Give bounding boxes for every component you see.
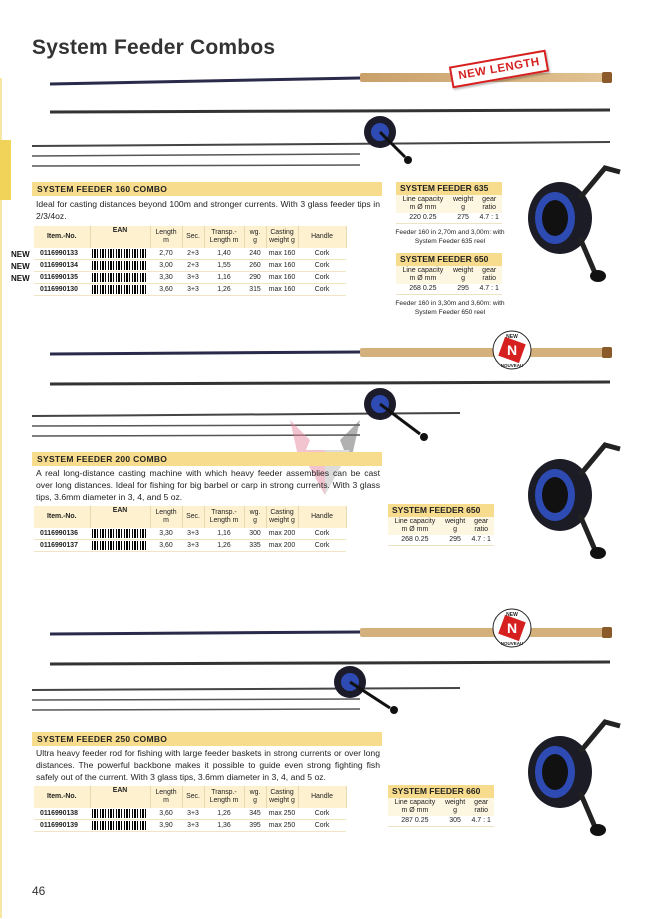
reel-line: 268 0.25 xyxy=(388,535,442,546)
combo-250-description: Ultra heavy feeder rod for fishing with large feeder baskets in strong currents or over long distances. The powerful backbone makes it possible to guide even strong fighting fish safely out of the current. With 3 glass tips, 3.6mm diameter in 3, 4, and 5 oz. xyxy=(36,748,380,782)
casting-weight: max 200 xyxy=(266,528,298,540)
table-row xyxy=(34,272,346,284)
reel-col-gear xyxy=(476,266,502,284)
casting-weight: max 160 xyxy=(266,260,298,272)
reel-col-line-l1: Line capacity xyxy=(402,267,444,274)
reel-col-weight-l2: g xyxy=(461,204,465,211)
item-no: 0116990134 xyxy=(34,260,90,272)
handle: Cork xyxy=(298,820,346,832)
reel-image-635 xyxy=(510,158,630,288)
col-transp xyxy=(204,226,244,248)
col-transp-l2: Length m xyxy=(209,517,239,524)
reel-col-gear xyxy=(468,517,494,535)
reel-col-gear-l2: ratio xyxy=(474,807,488,814)
rod-image-160 xyxy=(30,62,630,172)
page-edge-line xyxy=(0,78,2,918)
item-no: 0116990139 xyxy=(34,820,90,832)
reel-col-gear-l1: gear xyxy=(482,267,497,274)
reel-col-gear-l2: ratio xyxy=(482,275,496,282)
col-length: Length m xyxy=(150,506,182,528)
reel-weight: 295 xyxy=(450,284,477,295)
sections: 3+3 xyxy=(182,272,204,284)
item-no: 0116990136 xyxy=(34,528,90,540)
reel-image-660 xyxy=(510,712,630,842)
reel-spec-650-a xyxy=(396,253,510,317)
ean-barcode xyxy=(90,820,150,832)
weight: 240 xyxy=(244,248,266,260)
nouveau-badge-250 xyxy=(492,608,532,648)
reel-weight: 295 xyxy=(442,535,469,546)
reel-note: Feeder 160 in 3,30m and 3,60m: with System Feeder 650 reel xyxy=(395,300,505,316)
reel-title: SYSTEM FEEDER 650 xyxy=(388,504,494,517)
col-transp-l1: Transp.- xyxy=(211,229,237,236)
sections: 3+3 xyxy=(182,284,204,296)
transport-length: 1,26 xyxy=(204,540,244,552)
col-handle: Handle xyxy=(298,226,346,248)
reel-col-weight xyxy=(442,517,469,535)
sections: 3+3 xyxy=(182,808,204,820)
col-item-no: Item.-No. xyxy=(34,506,90,528)
combo-200-title: SYSTEM FEEDER 200 COMBO xyxy=(32,452,382,466)
col-sec: Sec. xyxy=(182,226,204,248)
reel-col-gear xyxy=(468,798,494,816)
reel-col-weight-l1: weight xyxy=(452,267,474,274)
item-no: 0116990137 xyxy=(34,540,90,552)
reel-col-line xyxy=(396,266,450,284)
reel-weight: 275 xyxy=(450,213,477,224)
col-wg-l2: g xyxy=(253,517,257,524)
reel-line: 268 0.25 xyxy=(396,284,450,295)
combo-250-table xyxy=(34,786,347,832)
weight: 290 xyxy=(244,272,266,284)
handle: Cork xyxy=(298,248,346,260)
length: 3,90 xyxy=(150,820,182,832)
transport-length: 1,26 xyxy=(204,808,244,820)
reel-line: 220 0.25 xyxy=(396,213,450,224)
sections: 3+3 xyxy=(182,528,204,540)
reel-gear: 4.7 : 1 xyxy=(468,535,494,546)
sections: 3+3 xyxy=(182,540,204,552)
ean-barcode xyxy=(90,284,150,296)
reel-col-line-l1: Line capacity xyxy=(394,518,436,525)
table-row xyxy=(34,528,346,540)
weight: 315 xyxy=(244,284,266,296)
col-ean: EAN xyxy=(90,226,150,248)
combo-160-table xyxy=(34,226,347,296)
reel-col-line-l2: m Ø mm xyxy=(409,275,437,282)
col-casting-l2: weight g xyxy=(269,517,295,524)
nouveau-badge-200 xyxy=(492,330,532,370)
transport-length: 1,40 xyxy=(204,248,244,260)
nouveau-top: NEW xyxy=(506,612,518,618)
casting-weight: max 160 xyxy=(266,284,298,296)
ean-barcode xyxy=(90,272,150,284)
length: 3,30 xyxy=(150,272,182,284)
combo-160-description: Ideal for casting distances beyond 100m and stronger currents. With 3 glass feeder tips in 2/3/4oz. xyxy=(36,199,380,221)
weight: 345 xyxy=(244,808,266,820)
weight: 260 xyxy=(244,260,266,272)
reel-col-gear xyxy=(476,195,502,213)
item-no: 0116990135 xyxy=(34,272,90,284)
reel-title: SYSTEM FEEDER 660 xyxy=(388,785,494,798)
reel-col-line xyxy=(388,798,442,816)
casting-weight: max 200 xyxy=(266,540,298,552)
col-wg xyxy=(244,786,266,808)
reel-col-line-l1: Line capacity xyxy=(402,196,444,203)
reel-col-weight xyxy=(442,798,469,816)
length: 3,00 xyxy=(150,260,182,272)
col-transp-l2: Length m xyxy=(209,237,239,244)
ean-barcode xyxy=(90,528,150,540)
reel-gear: 4.7 : 1 xyxy=(476,213,502,224)
reel-gear: 4.7 : 1 xyxy=(468,816,494,827)
weight: 335 xyxy=(244,540,266,552)
page-number: 46 xyxy=(32,884,46,898)
col-length: Length m xyxy=(150,226,182,248)
col-casting-l2: weight g xyxy=(269,237,295,244)
col-transp-l1: Transp.- xyxy=(211,509,237,516)
length: 3,60 xyxy=(150,540,182,552)
table-row xyxy=(34,284,346,296)
reel-col-weight-l2: g xyxy=(453,526,457,533)
handle: Cork xyxy=(298,284,346,296)
handle: Cork xyxy=(298,808,346,820)
reel-col-weight-l2: g xyxy=(461,275,465,282)
page-title: System Feeder Combos xyxy=(32,36,276,59)
combo-200-table xyxy=(34,506,347,552)
item-no: 0116990138 xyxy=(34,808,90,820)
table-row xyxy=(34,260,346,272)
reel-image-650 xyxy=(510,435,630,565)
table-row xyxy=(34,248,346,260)
table-row xyxy=(34,540,346,552)
reel-col-gear-l1: gear xyxy=(474,799,489,806)
item-no: 0116990130 xyxy=(34,284,90,296)
col-casting xyxy=(266,786,298,808)
reel-spec-660 xyxy=(388,785,494,827)
reel-col-gear-l1: gear xyxy=(482,196,497,203)
reel-gear: 4.7 : 1 xyxy=(476,284,502,295)
ean-barcode xyxy=(90,248,150,260)
new-flag: NEW xyxy=(11,262,30,271)
length: 3,60 xyxy=(150,284,182,296)
col-wg-l1: wg. xyxy=(249,789,261,796)
combo-250-title: SYSTEM FEEDER 250 COMBO xyxy=(32,732,382,746)
transport-length: 1,16 xyxy=(204,528,244,540)
casting-weight: max 160 xyxy=(266,248,298,260)
col-handle: Handle xyxy=(298,506,346,528)
table-row xyxy=(34,820,346,832)
col-wg-l1: wg. xyxy=(249,229,261,236)
ean-barcode xyxy=(90,540,150,552)
reel-col-gear-l1: gear xyxy=(474,518,489,525)
reel-col-line xyxy=(388,517,442,535)
reel-title: SYSTEM FEEDER 635 xyxy=(396,182,502,195)
nouveau-letter: N xyxy=(506,342,518,358)
item-no: 0116990133 xyxy=(34,248,90,260)
col-sec: Sec. xyxy=(182,506,204,528)
length: 3,30 xyxy=(150,528,182,540)
reel-col-line xyxy=(396,195,450,213)
sections: 2+3 xyxy=(182,248,204,260)
casting-weight: max 250 xyxy=(266,808,298,820)
col-handle: Handle xyxy=(298,786,346,808)
col-wg xyxy=(244,506,266,528)
reel-col-weight xyxy=(450,195,477,213)
nouveau-bottom: NOUVEAU xyxy=(500,641,524,646)
col-casting xyxy=(266,506,298,528)
reel-col-weight-l1: weight xyxy=(452,196,474,203)
reel-title: SYSTEM FEEDER 650 xyxy=(396,253,502,266)
table-row xyxy=(34,808,346,820)
reel-line: 287 0.25 xyxy=(388,816,442,827)
reel-col-weight xyxy=(450,266,477,284)
handle: Cork xyxy=(298,528,346,540)
col-transp-l2: Length m xyxy=(209,797,239,804)
reel-col-line-l1: Line capacity xyxy=(394,799,436,806)
reel-spec-635 xyxy=(396,182,510,246)
reel-spec-650-b xyxy=(388,504,494,546)
handle: Cork xyxy=(298,540,346,552)
reel-col-line-l2: m Ø mm xyxy=(401,807,429,814)
col-wg-l2: g xyxy=(253,237,257,244)
reel-col-line-l2: m Ø mm xyxy=(409,204,437,211)
col-casting-l1: Casting xyxy=(270,509,294,516)
sections: 2+3 xyxy=(182,260,204,272)
reel-note: Feeder 160 in 2,70m and 3,00m: with System Feeder 635 reel xyxy=(395,229,505,245)
ean-barcode xyxy=(90,808,150,820)
weight: 395 xyxy=(244,820,266,832)
col-ean: EAN xyxy=(90,506,150,528)
col-wg-l2: g xyxy=(253,797,257,804)
weight: 300 xyxy=(244,528,266,540)
new-length-badge: NEW LENGTH xyxy=(449,50,550,89)
reel-col-weight-l2: g xyxy=(453,807,457,814)
col-casting xyxy=(266,226,298,248)
reel-col-gear-l2: ratio xyxy=(482,204,496,211)
reel-col-line-l2: m Ø mm xyxy=(401,526,429,533)
new-flag: NEW xyxy=(11,250,30,259)
reel-col-gear-l2: ratio xyxy=(474,526,488,533)
transport-length: 1,26 xyxy=(204,284,244,296)
col-transp xyxy=(204,506,244,528)
col-casting-l1: Casting xyxy=(270,789,294,796)
col-item-no: Item.-No. xyxy=(34,226,90,248)
col-transp-l1: Transp.- xyxy=(211,789,237,796)
casting-weight: max 250 xyxy=(266,820,298,832)
col-wg xyxy=(244,226,266,248)
col-transp xyxy=(204,786,244,808)
transport-length: 1,55 xyxy=(204,260,244,272)
new-flag: NEW xyxy=(11,274,30,283)
ean-barcode xyxy=(90,260,150,272)
length: 3,60 xyxy=(150,808,182,820)
transport-length: 1,36 xyxy=(204,820,244,832)
col-ean: EAN xyxy=(90,786,150,808)
sections: 3+3 xyxy=(182,820,204,832)
nouveau-letter: N xyxy=(506,620,518,636)
transport-length: 1,16 xyxy=(204,272,244,284)
combo-160-title: SYSTEM FEEDER 160 COMBO xyxy=(32,182,382,196)
col-sec: Sec. xyxy=(182,786,204,808)
col-wg-l1: wg. xyxy=(249,509,261,516)
length: 2,70 xyxy=(150,248,182,260)
handle: Cork xyxy=(298,260,346,272)
col-length: Length m xyxy=(150,786,182,808)
nouveau-bottom: NOUVEAU xyxy=(500,363,524,368)
col-item-no: Item.-No. xyxy=(34,786,90,808)
section-tab xyxy=(0,140,11,200)
col-casting-l2: weight g xyxy=(269,797,295,804)
reel-weight: 305 xyxy=(442,816,469,827)
handle: Cork xyxy=(298,272,346,284)
reel-col-weight-l1: weight xyxy=(444,518,466,525)
col-casting-l1: Casting xyxy=(270,229,294,236)
reel-col-weight-l1: weight xyxy=(444,799,466,806)
casting-weight: max 160 xyxy=(266,272,298,284)
nouveau-top: NEW xyxy=(506,334,518,340)
combo-200-description: A real long-distance casting machine with which heavy feeder assemblies can be cast over long distances. Ideal for fishing for big barbel or carp in strong currents. With 3 glass tips, 3.6mm diameter in 3, 4, and 5 oz. xyxy=(36,468,380,502)
